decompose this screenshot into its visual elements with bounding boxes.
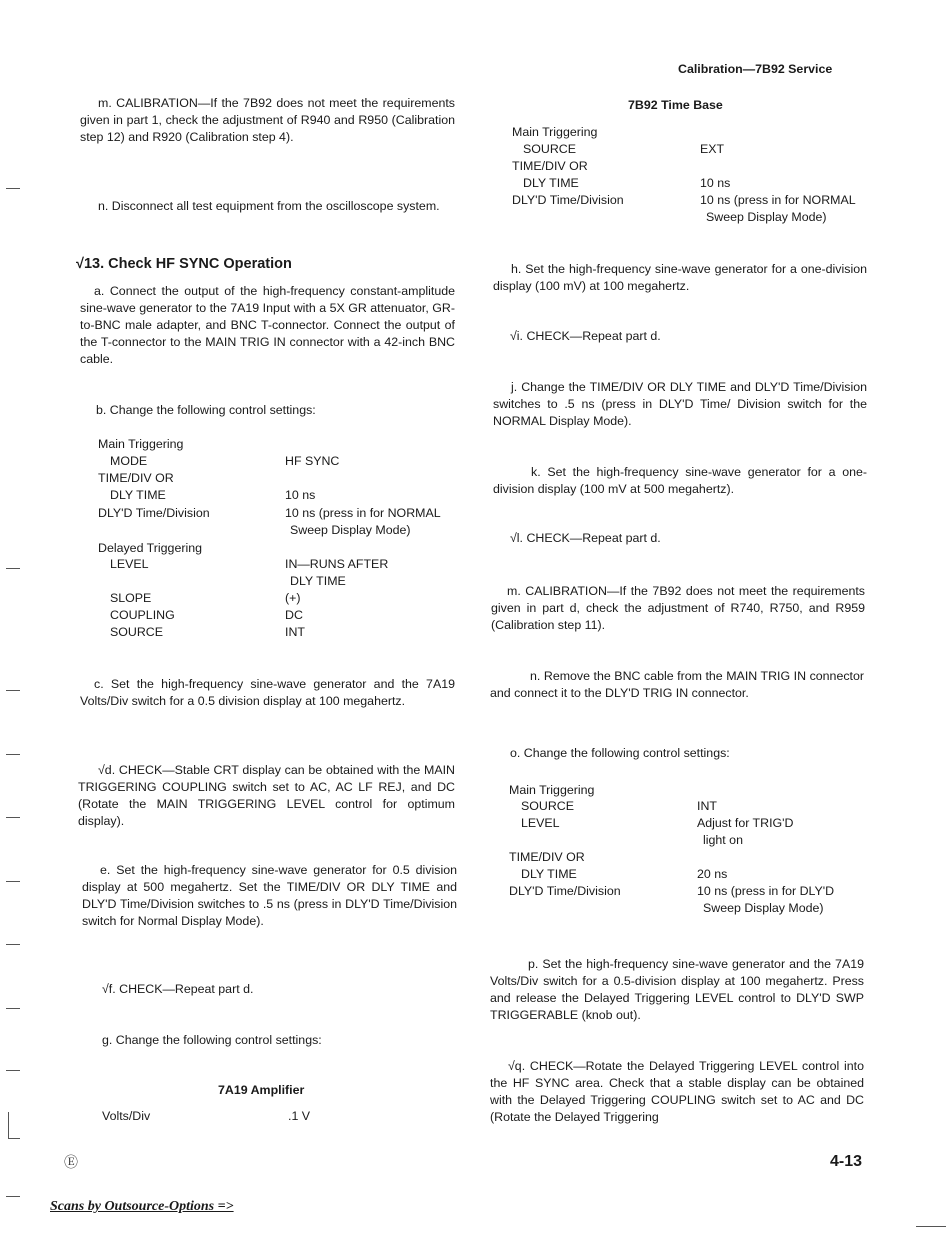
setting-label-voltsdiv: Volts/Div — [102, 1109, 151, 1123]
section-check-number: √13. — [76, 256, 105, 272]
setting-value-source: INT — [285, 625, 305, 639]
setting-group-main-triggering: Main Triggering — [512, 125, 598, 139]
tektronix-logo-icon: Ⓔ — [64, 1154, 78, 1170]
margin-tick — [6, 690, 20, 691]
section-title: Check HF SYNC Operation — [108, 256, 292, 272]
setting-value-timediv: 10 ns — [285, 488, 316, 502]
setting-value-slope: (+) — [285, 591, 301, 605]
step-m-calibration: m. CALIBRATION—If the 7B92 does not meet the requirements given in part 1, check the adjustment of R940 and R950 (Calibration step 12) and R920 (Calibration step 4). — [80, 96, 455, 144]
setting-label-level: LEVEL — [521, 816, 560, 830]
setting-label-dlytime: DLY TIME — [110, 488, 166, 502]
setting-label-level: LEVEL — [110, 557, 149, 571]
setting-value-level-cont: DLY TIME — [290, 574, 346, 588]
setting-label-dlytime: DLY TIME — [523, 176, 579, 190]
margin-tick — [6, 188, 20, 189]
setting-value-dlyd-note: Sweep Display Mode) — [703, 901, 824, 915]
setting-label-source: SOURCE — [110, 625, 164, 639]
step-h-set-generator: h. Set the high-frequency sine-wave generator for a one-division display (100 mV) at 100 megahertz. — [493, 262, 867, 293]
setting-value-level-note: light on — [703, 833, 743, 847]
step-n-disconnect: n. Disconnect all test equipment from the oscilloscope system. — [98, 199, 440, 213]
setting-label-slope: SLOPE — [110, 591, 152, 605]
setting-label-dlytime: DLY TIME — [521, 867, 577, 881]
setting-value-source: EXT — [700, 142, 725, 156]
step-a-connect: a. Connect the output of the high-frequency constant-amplitude sine-wave generator to the 7A19 Input with a 5X GR attenuator, GR-to-BNC male adapter, and BNC T-connector. Connect the output of the T-connector to the MAIN TRIG IN connector with a 42-inch BNC cable. — [80, 284, 455, 366]
step-j-change-timediv: j. Change the TIME/DIV OR DLY TIME and DLY'D Time/Division switches to .5 ns (press in DLY'D Time/ Division switch for the NORMAL Display Mode). — [493, 380, 867, 428]
margin-tick — [916, 1226, 946, 1227]
margin-tick — [6, 1008, 20, 1009]
step-p-set-generator: p. Set the high-frequency sine-wave generator and the 7A19 Volts/Div switch for a 0.5-division display at 100 megahertz. Press and release the Delayed Triggering LEVEL control to DLY'D SWP TRIGGERABLE (knob out). — [490, 957, 864, 1022]
setting-value-voltsdiv: .1 V — [288, 1109, 311, 1123]
setting-label-dlyd: DLY'D Time/Division — [512, 193, 624, 207]
margin-tick — [6, 1196, 20, 1197]
section-heading — [76, 256, 292, 272]
setting-value-timediv: 20 ns — [697, 867, 728, 881]
setting-group-delayed-triggering: Delayed Triggering — [98, 541, 203, 555]
setting-value-dlyd: 10 ns (press in for NORMAL — [700, 193, 856, 207]
running-header: Calibration—7B92 Service — [678, 62, 833, 76]
setting-label-source: SOURCE — [521, 799, 575, 813]
setting-value-dlyd: 10 ns (press in for NORMAL — [285, 506, 441, 520]
step-o-change-settings: o. Change the following control settings: — [510, 746, 730, 760]
setting-value-level: Adjust for TRIG'D — [697, 816, 794, 830]
step-l-check: √l. CHECK—Repeat part d. — [510, 531, 661, 545]
setting-value-mode: HF SYNC — [285, 454, 340, 468]
step-k-set-generator: k. Set the high-frequency sine-wave generator for a one-division display (100 mV at 500 megahertz). — [493, 465, 867, 496]
margin-tick — [6, 1070, 20, 1071]
margin-tick — [6, 817, 20, 818]
setting-label-dlyd: DLY'D Time/Division — [509, 884, 621, 898]
step-b-change-settings: b. Change the following control settings: — [96, 403, 316, 417]
margin-tick — [6, 754, 20, 755]
setting-value-dlyd: 10 ns (press in for DLY'D — [697, 884, 835, 898]
margin-bracket — [8, 1112, 9, 1138]
amplifier-title: 7A19 Amplifier — [218, 1083, 305, 1097]
step-d-check: √d. CHECK—Stable CRT display can be obtained with the MAIN TRIGGERING COUPLING switch set to AC, AC LF REJ, and DC (Rotate the MAIN TRIGGERING LEVEL control for optimum display). — [78, 763, 455, 828]
step-g-change-settings: g. Change the following control settings: — [102, 1033, 322, 1047]
setting-value-source: INT — [697, 799, 717, 813]
setting-label-coupling: COUPLING — [110, 608, 175, 622]
setting-value-level: IN—RUNS AFTER — [285, 557, 389, 571]
margin-tick — [8, 1138, 20, 1139]
step-m-calibration-right: m. CALIBRATION—If the 7B92 does not meet the requirements given in part d, check the adjustment of R740, R750, and R959 (Calibration step 11). — [491, 584, 865, 632]
setting-label-timediv: TIME/DIV OR — [512, 159, 588, 173]
page-number: 4-13 — [830, 1153, 863, 1170]
step-c-set-generator: c. Set the high-frequency sine-wave generator and the 7A19 Volts/Div switch for a 0.5 division display at 100 megahertz. — [80, 677, 455, 708]
setting-label-dlyd: DLY'D Time/Division — [98, 506, 210, 520]
margin-tick — [6, 881, 20, 882]
setting-value-timediv: 10 ns — [700, 176, 731, 190]
timebase-title: 7B92 Time Base — [628, 98, 723, 112]
margin-tick — [6, 568, 20, 569]
step-i-check: √i. CHECK—Repeat part d. — [510, 329, 661, 343]
setting-group-main-triggering: Main Triggering — [509, 783, 595, 797]
margin-tick — [6, 944, 20, 945]
scan-credit-link[interactable]: Scans by Outsource-Options => — [50, 1199, 234, 1214]
step-n-remove-cable: n. Remove the BNC cable from the MAIN TRIG IN connector and connect it to the DLY'D TRIG IN connector. — [490, 669, 864, 700]
step-e-set-generator: e. Set the high-frequency sine-wave generator for 0.5 division display at 500 megahertz. Set the TIME/DIV OR DLY TIME and DLY'D Time/Division switches to .5 ns (press in DLY'D Time/Division switch for Normal Display Mode). — [82, 863, 457, 928]
setting-value-dlyd-note: Sweep Display Mode) — [290, 523, 411, 537]
setting-label-source: SOURCE — [523, 142, 577, 156]
setting-label-mode: MODE — [110, 454, 148, 468]
setting-group-main-triggering: Main Triggering — [98, 437, 184, 451]
setting-value-coupling: DC — [285, 608, 303, 622]
setting-label-timediv: TIME/DIV OR — [509, 850, 585, 864]
step-q-check: √q. CHECK—Rotate the Delayed Triggering LEVEL control into the HF SYNC area. Check that a stable display can be obtained with the Delayed Triggering COUPLING switch set to AC and DC (Rotate the Delayed Triggering — [490, 1059, 864, 1124]
step-f-check: √f. CHECK—Repeat part d. — [102, 982, 254, 996]
setting-value-dlyd-note: Sweep Display Mode) — [706, 210, 827, 224]
setting-label-timediv: TIME/DIV OR — [98, 471, 174, 485]
